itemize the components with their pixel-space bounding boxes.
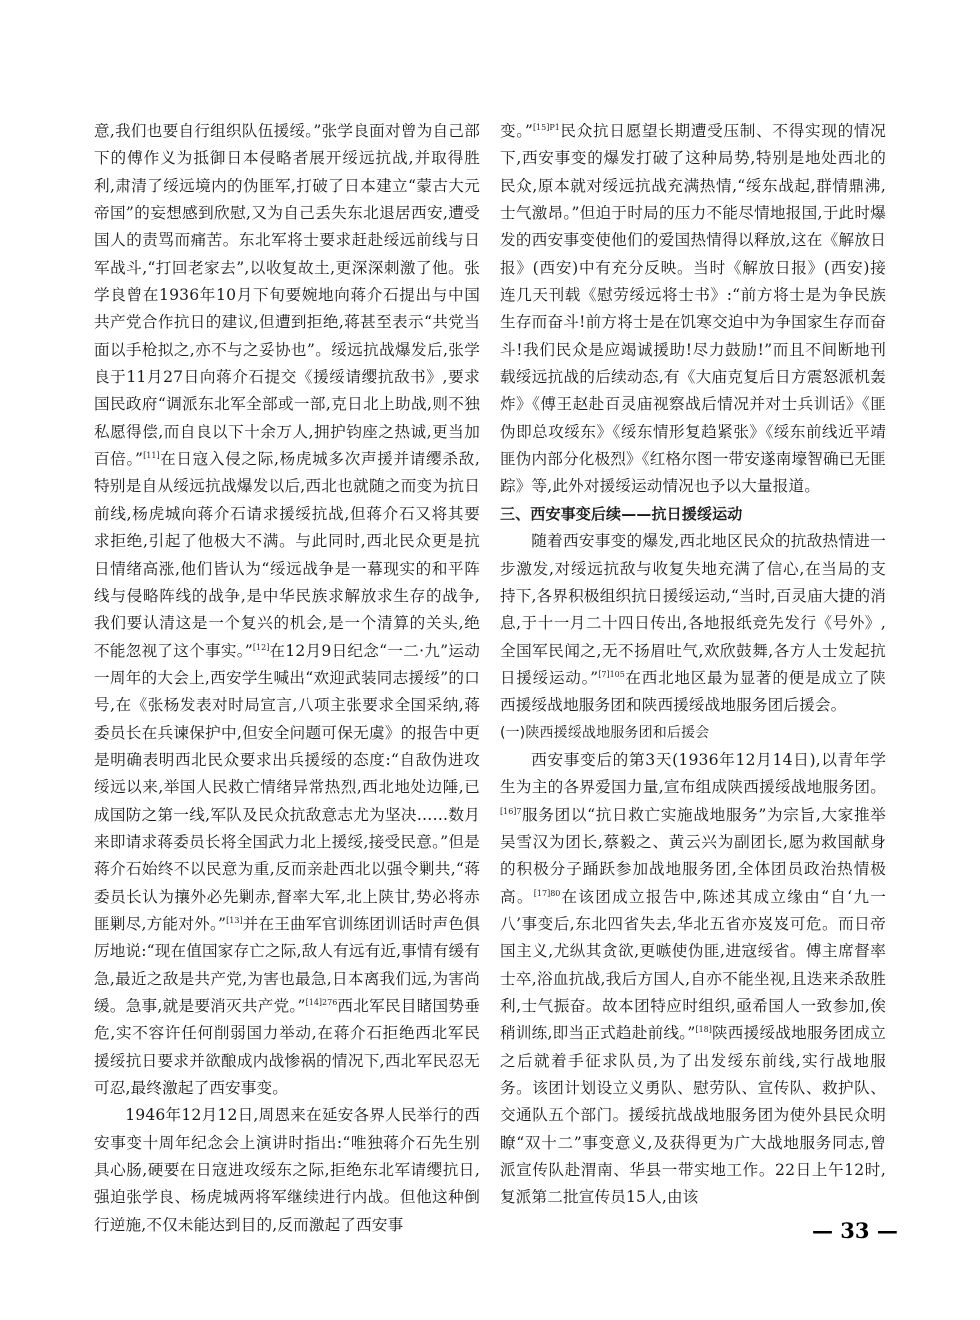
left-column [94,118,480,1239]
paragraph-text: 西安事变后的第3天(1936年12月14日),以青年学生为主的各界爱国力量,宣布组成陕西援绥战地服务团。 [500,750,886,797]
citation-ref: [11] [143,450,160,460]
paragraph-text: 在12月9日纪念“一二·九”运动一周年的大会上,西安学生喊出“欢迎武装同志援绥”的口号,在《张杨发表对时局宣言,八项主张要求全国采纳,蒋委员长在兵谏保护中,但安全问题可保无虞》的报告中更是明确表明西北民众要求出兵援绥的态度:“自敌伪进攻绥远以来,举国人民救亡情绪异常热烈,西北地处边陲,已成国防之第一线,军队及民众抗敌意志尤为坚决……数月来即请求蒋委员长将全国武力北上援绥,接受民意。”但是蒋介石始终不以民意为重,反而亲赴西北以强令剿共,“蒋委员长认为攘外必先剿赤,督率大军,北上陕甘,势必将赤匪剿尽,方能对外。” [94,641,480,933]
paragraph-text: 服务团以“抗日救亡实施战地服务”为宗旨,大家推举吴雪汉为团长,蔡毅之、黄云兴为副团长,愿为救国献身的积极分子踊跃参加战地服务团,全体团员政治热情极高。 [500,805,886,906]
body-paragraph [500,747,886,1212]
paragraph-text: 变。” [500,122,533,140]
citation-ref: [17]80 [533,888,561,898]
citation-ref: [13] [226,915,243,925]
body-paragraph [94,118,480,1102]
paragraph-text: 在西北地区最为显著的便是成立了陕西援绥战地服务团和陕西援绥战地服务团后援会。 [500,668,886,715]
citation-ref: [16]7 [500,806,522,816]
paragraph-text: 并在王曲军官训练团训话时声色俱厉地说:“现在值国家存亡之际,敌人有远有近,事情有缓有急,最近之敌是共产党,为害也最急,日本离我们远,为害尚缓。急事,就是要消灭共产党。” [94,914,480,1015]
paragraph-text: 随着西安事变的爆发,西北地区民众的抗敌热情进一步激发,对绥远抗敌与收复失地充满了信心,在当局的支持下,各界积极组织抗日援绥运动,“当时,百灵庙大捷的消息,于十一月二十四日传出,各地报纸竞先发行《号外》,全国军民闻之,无不扬眉吐气,欢欣鼓舞,各方人士发起抗日援绥运动。” [500,532,886,687]
subsection-heading: (一)陕西援绥战地服务团和后援会 [500,724,710,741]
body-paragraph [500,528,886,719]
paragraph-text: 在日寇入侵之际,杨虎城多次声援并请缨杀敌,特别是自从绥远抗战爆发以后,西北也就随之而变为抗日前线,杨虎城向蒋介石请求援绥抗战,但蒋介石又将其要求拒绝,引起了他极大不满。与此同时,西北民众更是抗日情绪高涨,他们皆认为“绥远战争是一幕现实的和平阵线与侵略阵线的战争,是中华民族求解放求生存的战争,我们要认清这是一个复兴的机会,是一个清算的关头,绝不能忽视了这个事实。” [94,450,480,660]
body-paragraph [500,118,886,501]
section-heading: 三、西安事变后续——抗日援绥运动 [500,504,743,523]
paragraph-text: 在该团成立报告中,陈述其成立缘由“自‘九一八’事变后,东北四省失去,华北五省亦岌岌可危。而日帝国主义,尤纵其贪欲,更嗾使伪匪,进寇绥省。傅主席督率士卒,浴血抗战,我后方国人,自亦不能坐视,且迭来杀敌胜利,士气振奋。故本团特应时组织,亟希国人一致参加,俟稍训练,即当正式趋赴前线。” [500,887,886,1043]
page-number: — 33 — [812,1218,898,1243]
paragraph-text: 1946年12月12日,周恩来在延安各界人民举行的西安事变十周年纪念会上演讲时指出:“唯独蒋介石先生别具心肠,硬要在日寇进攻绥东之际,拒绝东北军请缨抗日,强迫张学良、杨虎城两将军继续进行内战。但他这种倒行逆施,不仅未能达到目的,反而激起了西安事 [94,1106,480,1234]
paragraph-text: 陕西援绥战地服务团成立之后就着手征求队员,为了出发绥东前线,实行战地服务。该团计划设立义勇队、慰劳队、宣传队、救护队、交通队五个部门。援绥抗战战地服务团为使外县民众明瞭“双十二”事变意义,及获得更为广大战地服务同志,曾派宣传队赴渭南、华县一带实地工作。22日上午12时,复派第二批宣传员15人,由该 [500,1024,887,1207]
citation-ref: [12] [252,642,270,652]
paragraph-text: 民众抗日愿望长期遭受压制、不得实现的情况下,西安事变的爆发打破了这种局势,特别是地处西北的民众,原本就对绥远抗战充满热情,“绥东战起,群情鼎沸,士气激昂。”但迫于时局的压力不能尽情地报国,于此时爆发的西安事变使他们的爱国热情得以释放,这在《解放日报》(西安)中有充分反映。当时《解放日报》(西安)接连几天刊载《慰劳绥远将士书》:“前方将士是为争民族生存而奋斗!前方将士是在饥寒交迫中为争国家生存而奋斗!我们民众是应竭诚援助!尽力鼓励!”而且不间断地刊载绥远抗战的后续动态,有《大庙克复后日方震怒派机轰炸》《傅王赵赴百灵庙视察战后情况并对士兵训话》《匪伪即总攻绥东》《绥东情形复趋紧张》《绥东前线近平靖匪伪内部分化极烈》《红格尔图一带安遂南壕智确已无匪踪》等,此外对援绥运动情况也予以大量报道。 [500,122,886,496]
citation-ref: [18] [695,1025,712,1035]
citation-ref: [14]276 [305,997,338,1007]
citation-ref: [15]P1 [532,122,560,132]
paragraph-text: 意,我们也要自行组织队伍援绥。”张学良面对曾为自己部下的傅作义为抵御日本侵略者展开绥远抗战,并取得胜利,肃清了绥远境内的伪匪军,打破了日本建立“蒙古大元帝国”的妄想感到欣慰,又为自己丢失东北退居西安,遭受国人的责骂而痛苦。东北军将士要求赶赴绥远前线与日军战斗,“打回老家去”,以收复故土,更深深刺激了他。张学良曾在1936年10月下旬要婉地向蒋介石提出与中国共产党合作抗日的建议,但遭到拒绝,蒋甚至表示“共党当面以手枪拟之,亦不与之妥协也”。绥远抗战爆发后,张学良于11月27日向蒋介石提交《援绥请缨抗敌书》,要求国民政府“调派东北军全部或一部,克日北上助战,则不独私愿得偿,而自良以下十余万人,拥护钧座之热诚,更当加百倍。” [94,122,480,469]
body-paragraph [94,1102,480,1239]
paragraph-text: 西北军民目睹国势垂危,实不容许任何削弱国力举动,在蒋介石拒绝西北军民援绥抗日要求并欲酿成内战惨祸的情况下,西北军民忍无可忍,最终激起了西安事变。 [94,997,480,1098]
right-column [500,118,886,1212]
citation-ref: [7]105 [598,669,625,679]
